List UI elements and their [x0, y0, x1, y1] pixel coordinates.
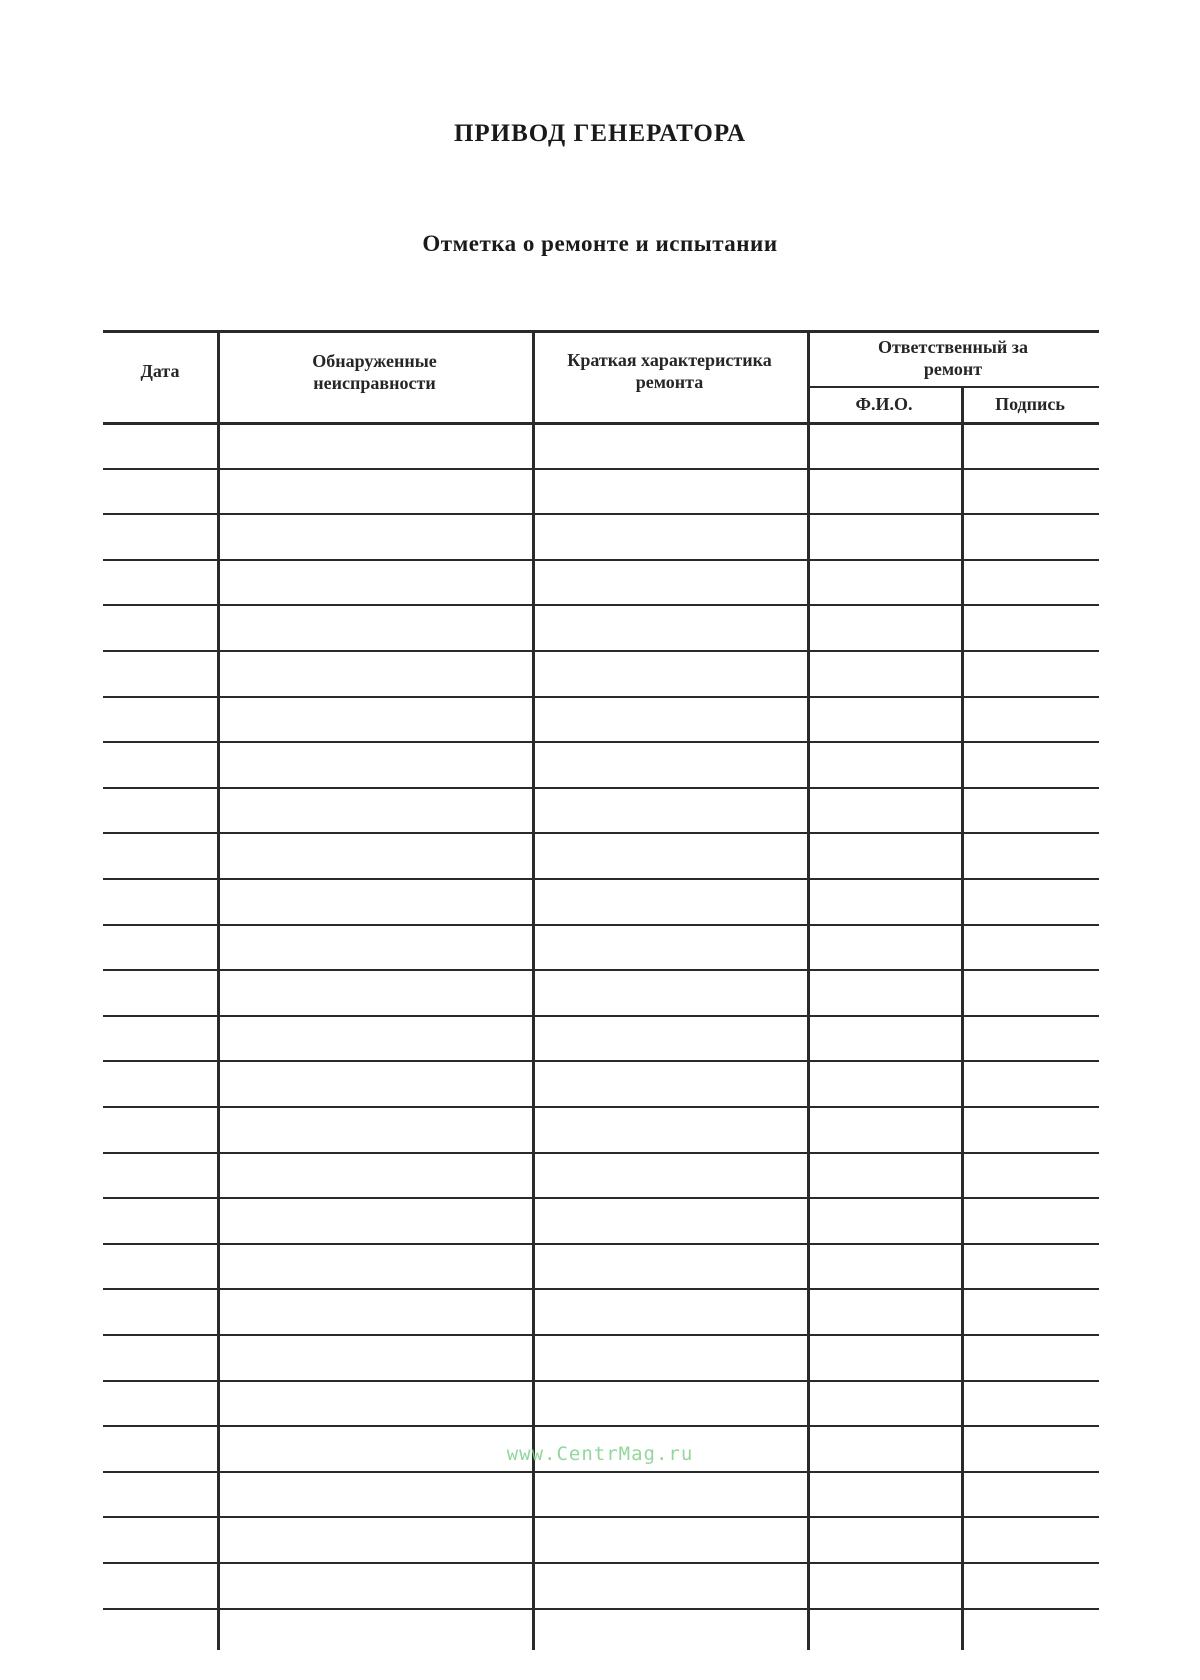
row-line	[103, 1608, 1099, 1610]
header-date: Дата	[140, 361, 180, 381]
document-title: ПРИВОД ГЕНЕРАТОРА	[453, 120, 747, 147]
row-line	[103, 924, 1099, 926]
row-line	[103, 787, 1099, 789]
row-line	[103, 650, 1099, 652]
row-line	[103, 513, 1099, 515]
row-line	[103, 1197, 1099, 1199]
header-responsible: Ответственный за ремонт	[877, 337, 1029, 379]
header-bottom-border	[103, 422, 1099, 425]
header-faults: Обнаруженные неисправности	[312, 351, 437, 393]
watermark: www.CentrMag.ru	[506, 1443, 694, 1465]
row-line	[103, 1516, 1099, 1518]
row-line	[103, 1060, 1099, 1062]
row-line	[103, 696, 1099, 698]
row-line	[103, 604, 1099, 606]
row-line	[103, 1334, 1099, 1336]
repair-log-table	[103, 330, 1099, 1602]
subheader-divider	[807, 386, 1099, 388]
row-line	[103, 1562, 1099, 1564]
row-line	[103, 1152, 1099, 1154]
row-line	[103, 1243, 1099, 1245]
row-line	[103, 1288, 1099, 1290]
table-top-border	[103, 330, 1099, 333]
row-line	[103, 1425, 1099, 1427]
row-line	[103, 559, 1099, 561]
row-line	[103, 832, 1099, 834]
row-line	[103, 1015, 1099, 1017]
row-line	[103, 1380, 1099, 1382]
header-signature: Подпись	[995, 394, 1065, 414]
row-line	[103, 741, 1099, 743]
row-line	[103, 468, 1099, 470]
row-line	[103, 878, 1099, 880]
row-line	[103, 1106, 1099, 1108]
row-line	[103, 1471, 1099, 1473]
document-subtitle: Отметка о ремонте и испытании	[422, 231, 778, 256]
row-line	[103, 969, 1099, 971]
header-repair: Краткая характеристика ремонта	[567, 350, 772, 392]
header-name: Ф.И.О.	[855, 394, 913, 414]
